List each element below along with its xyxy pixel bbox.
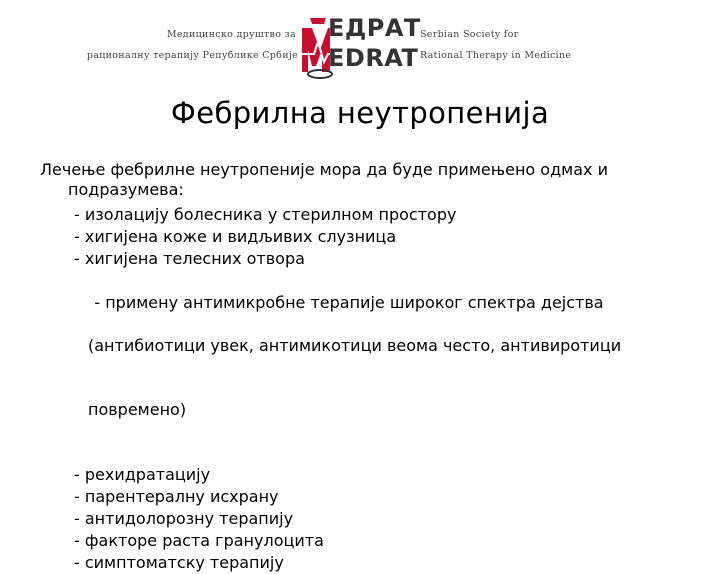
- society-name-serbian: [70, 24, 298, 66]
- list-item-continuation: повремено): [88, 400, 187, 419]
- list-item: - хигијена телесних отвора: [74, 249, 305, 268]
- society-name-english: [420, 24, 620, 66]
- intro-line1: Лечење фебрилне неутропеније мора да буде примењено одмах и: [40, 160, 608, 179]
- list-item: - рехидратацију: [74, 465, 211, 484]
- medrat-logo: [298, 10, 421, 80]
- intro-text: [40, 160, 710, 200]
- header: [0, 0, 720, 90]
- list-item: - симптоматску терапију: [74, 553, 284, 572]
- list-item: - хигијена коже и видљивих слузница: [74, 227, 397, 246]
- list-item: - факторе раста гранулоцита: [74, 531, 324, 550]
- society-name-en-line1: Serbian Society for: [420, 29, 519, 40]
- logo-text-latin: EDRAT: [328, 44, 419, 72]
- treatment-list: [74, 204, 714, 574]
- intro-line2: подразумева:: [68, 180, 184, 199]
- list-item: - примену антимикробне терапије широког спектра дејства (антибиотици увек, антимикотици веома често, антивиротици повремено): [74, 270, 714, 464]
- society-name-line1: Медицинско друштво за: [166, 29, 296, 40]
- society-name-en-line2: Rational Therapy in Medicine: [420, 50, 572, 61]
- list-item-continuation: (антибиотици увек, антимикотици веома често, антивиротици: [88, 336, 622, 355]
- slide-title: Фебрилна неутропенија: [170, 96, 550, 130]
- list-item: - изолацију болесника у стерилном простору: [74, 205, 457, 224]
- list-item: - антидолорозну терапију: [74, 509, 294, 528]
- logo-text-cyrillic: ЕДРАТ: [328, 14, 421, 42]
- society-name-line2: рационалну терапију Републике Србије: [86, 50, 298, 61]
- list-item: - парентералну исхрану: [74, 487, 279, 506]
